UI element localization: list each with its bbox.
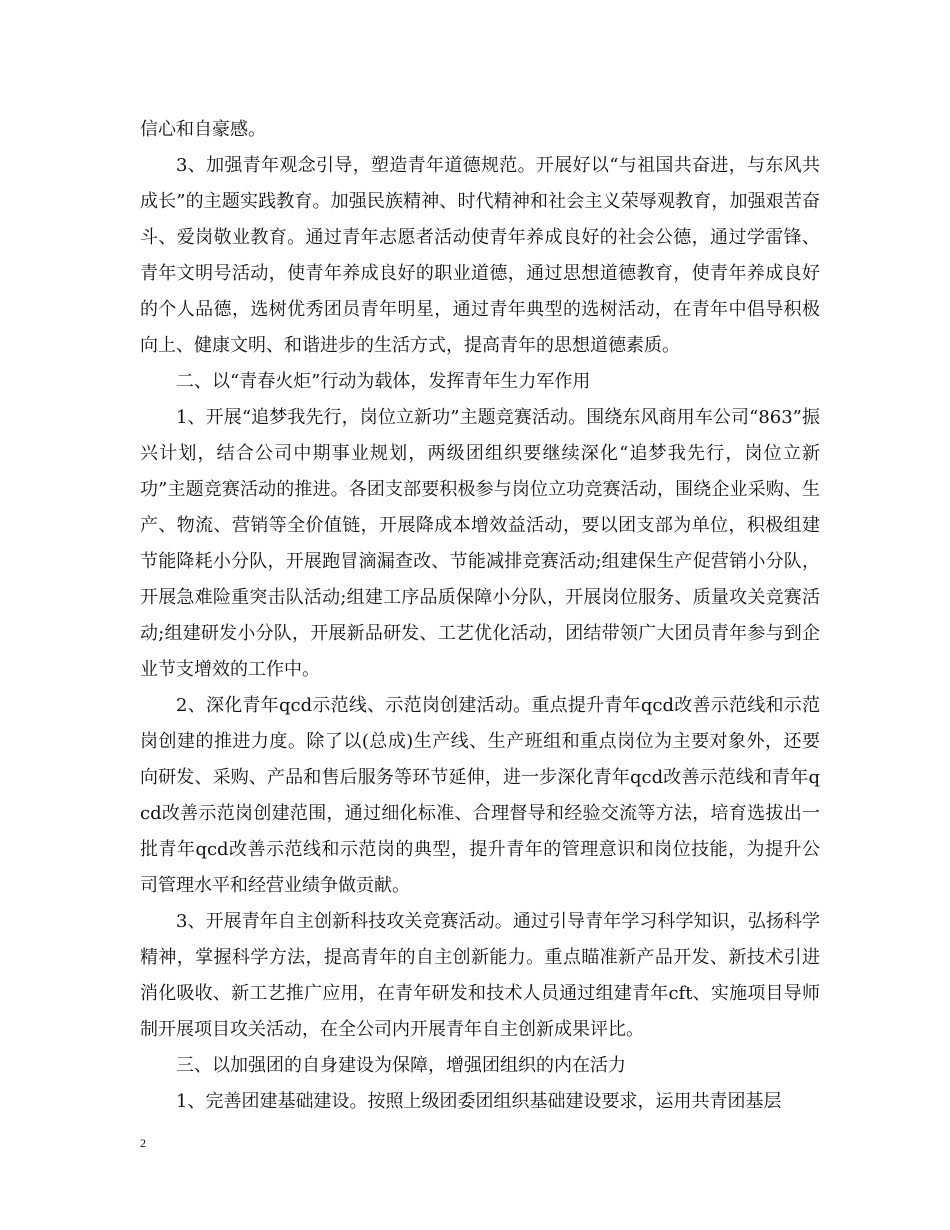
page-number: 2 xyxy=(140,1136,146,1150)
paragraph-continuation: 信心和自豪感。 xyxy=(140,119,266,140)
document-body xyxy=(140,112,820,1120)
paragraph-item-1-competition: 1、开展“追梦我先行，岗位立新功”主题竞赛活动。围绕东风商用车公司“863”振兴计划，结合公司中期事业规划，两级团组织要继续深化“追梦我先行，岗位立新功”主题竞赛活动的推进。各团支部要积极参与岗位立功竞赛活动，围绕企业采购、生产、物流、营销等全价值链，开展降成本增效益活动，要以团支部为单位，积极组建节能降耗小分队，开展跑冒滴漏查改、节能减排竞赛活动;组建保生产促营销小分队，开展急难险重突击队活动;组建工序品质保障小分队，开展岗位服务、质量攻关竞赛活动;组建研发小分队，开展新品研发、工艺优化活动，团结带领广大团员青年参与到企业节支增效的工作中。 xyxy=(140,407,820,680)
paragraph-item-3-youth-values: 3、加强青年观念引导，塑造青年道德规范。开展好以“与祖国共奋进，与东风共成长”的主题实践教育。加强民族精神、时代精神和社会主义荣辱观教育，加强艰苦奋斗、爱岗敬业教育。通过青年志愿者活动使青年养成良好的社会公德，通过学雷锋、青年文明号活动，使青年养成良好的职业道德，通过思想道德教育，使青年养成良好的个人品德，选树优秀团员青年明星，通过青年典型的选树活动，在青年中倡导积极向上、健康文明、和谐进步的生活方式，提高青年的思想道德素质。 xyxy=(140,155,820,356)
section-heading-2: 二、以“青春火炬”行动为载体，发挥青年生力军作用 xyxy=(176,371,591,392)
paragraph-item-2-qcd: 2、深化青年qcd示范线、示范岗创建活动。重点提升青年qcd改善示范线和示范岗创建的推进力度。除了以(总成)生产线、生产班组和重点岗位为主要对象外，还要向研发、采购、产品和售后服务等环节延伸，进一步深化青年qcd改善示范线和青年qcd改善示范岗创建范围，通过细化标准、合理督导和经验交流等方法，培育选拔出一批青年qcd改善示范线和示范岗的典型，提升青年的管理意识和岗位技能，为提升公司管理水平和经营业绩争做贡献。 xyxy=(140,695,820,896)
paragraph-item-3-innovation: 3、开展青年自主创新科技攻关竞赛活动。通过引导青年学习科学知识，弘扬科学精神，掌握科学方法，提高青年的自主创新能力。重点瞄准新产品开发、新技术引进消化吸收、新工艺推广应用，在青年研发和技术人员通过组建青年cft、实施项目导师制开展项目攻关活动，在全公司内开展青年自主创新成果评比。 xyxy=(140,911,820,1040)
section-heading-3: 三、以加强团的自身建设为保障，增强团组织的内在活力 xyxy=(176,1055,626,1076)
paragraph-item-1-infrastructure: 1、完善团建基础建设。按照上级团委团组织基础建设要求，运用共青团基层 xyxy=(176,1091,782,1112)
